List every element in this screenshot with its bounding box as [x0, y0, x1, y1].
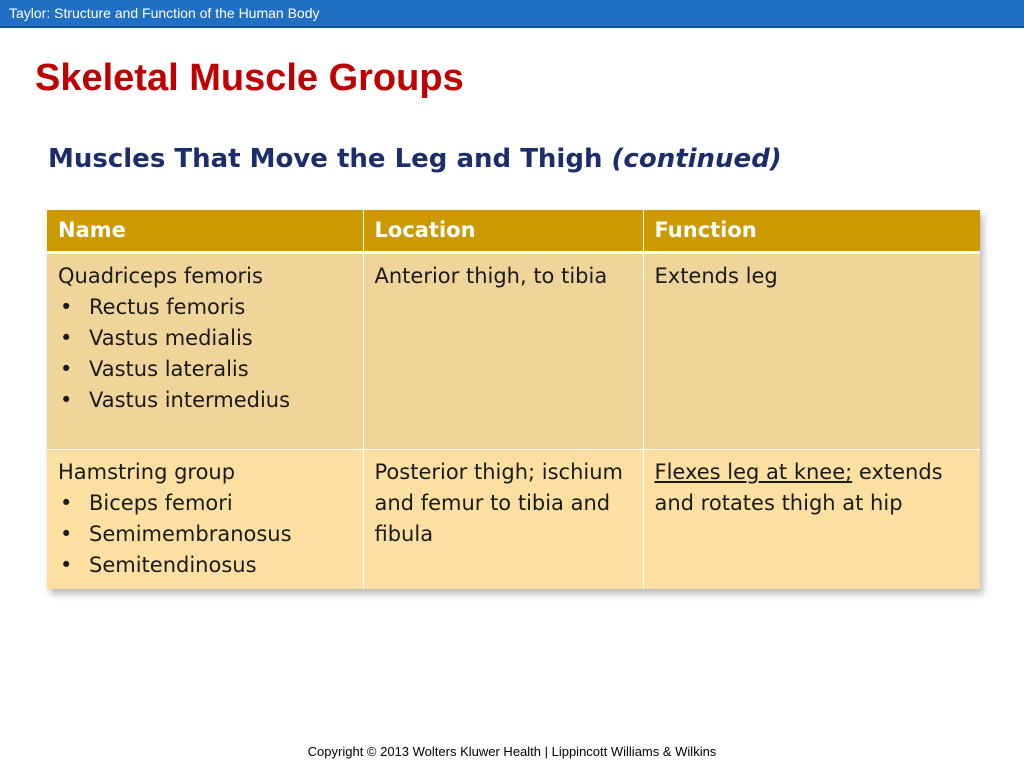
table-row [47, 450, 980, 590]
list-item: • Biceps femori [58, 488, 352, 519]
list-item: • Vastus medialis [58, 323, 352, 354]
column-header-name: Name [47, 210, 363, 253]
subtitle-continued: (continued) [611, 144, 782, 174]
location-cell: Anterior thigh, to tibia [363, 253, 643, 450]
copyright-footer [0, 744, 1024, 759]
location-cell: Posterior thigh; ischium and femur to tibia and fibula [363, 450, 643, 590]
function-cell [643, 450, 980, 590]
book-title: Taylor: Structure and Function of the Human Body [9, 5, 320, 21]
list-item: • Rectus femoris [58, 292, 352, 323]
list-item: • Semitendinosus [58, 550, 352, 581]
column-header-function: Function [643, 210, 980, 253]
list-item: • Vastus intermedius [58, 385, 352, 416]
table-row [47, 253, 980, 450]
muscle-list [58, 488, 352, 581]
muscle-group-name: Quadriceps femoris [58, 264, 263, 288]
name-cell [47, 253, 363, 450]
header-bar [0, 0, 1024, 28]
function-text: extends and rotates thigh at hip [654, 460, 943, 515]
slide-title: Skeletal Muscle Groups [35, 57, 464, 99]
copyright-text: Copyright © 2013 Wolters Kluwer Health | Lippincott Williams & Wilkins [307, 744, 717, 759]
slide-subtitle [48, 144, 782, 174]
column-header-location: Location [363, 210, 643, 253]
muscle-table [47, 210, 980, 589]
table-header-row [47, 210, 980, 253]
name-cell [47, 450, 363, 590]
muscle-group-name: Hamstring group [58, 460, 236, 484]
muscle-list [58, 292, 352, 416]
function-text-underlined: Flexes leg at knee; [654, 460, 853, 484]
function-cell [643, 253, 980, 450]
subtitle-main: Muscles That Move the Leg and Thigh [48, 144, 603, 174]
list-item: • Vastus lateralis [58, 354, 352, 385]
function-text: Extends leg [654, 264, 778, 288]
list-item: • Semimembranosus [58, 519, 352, 550]
